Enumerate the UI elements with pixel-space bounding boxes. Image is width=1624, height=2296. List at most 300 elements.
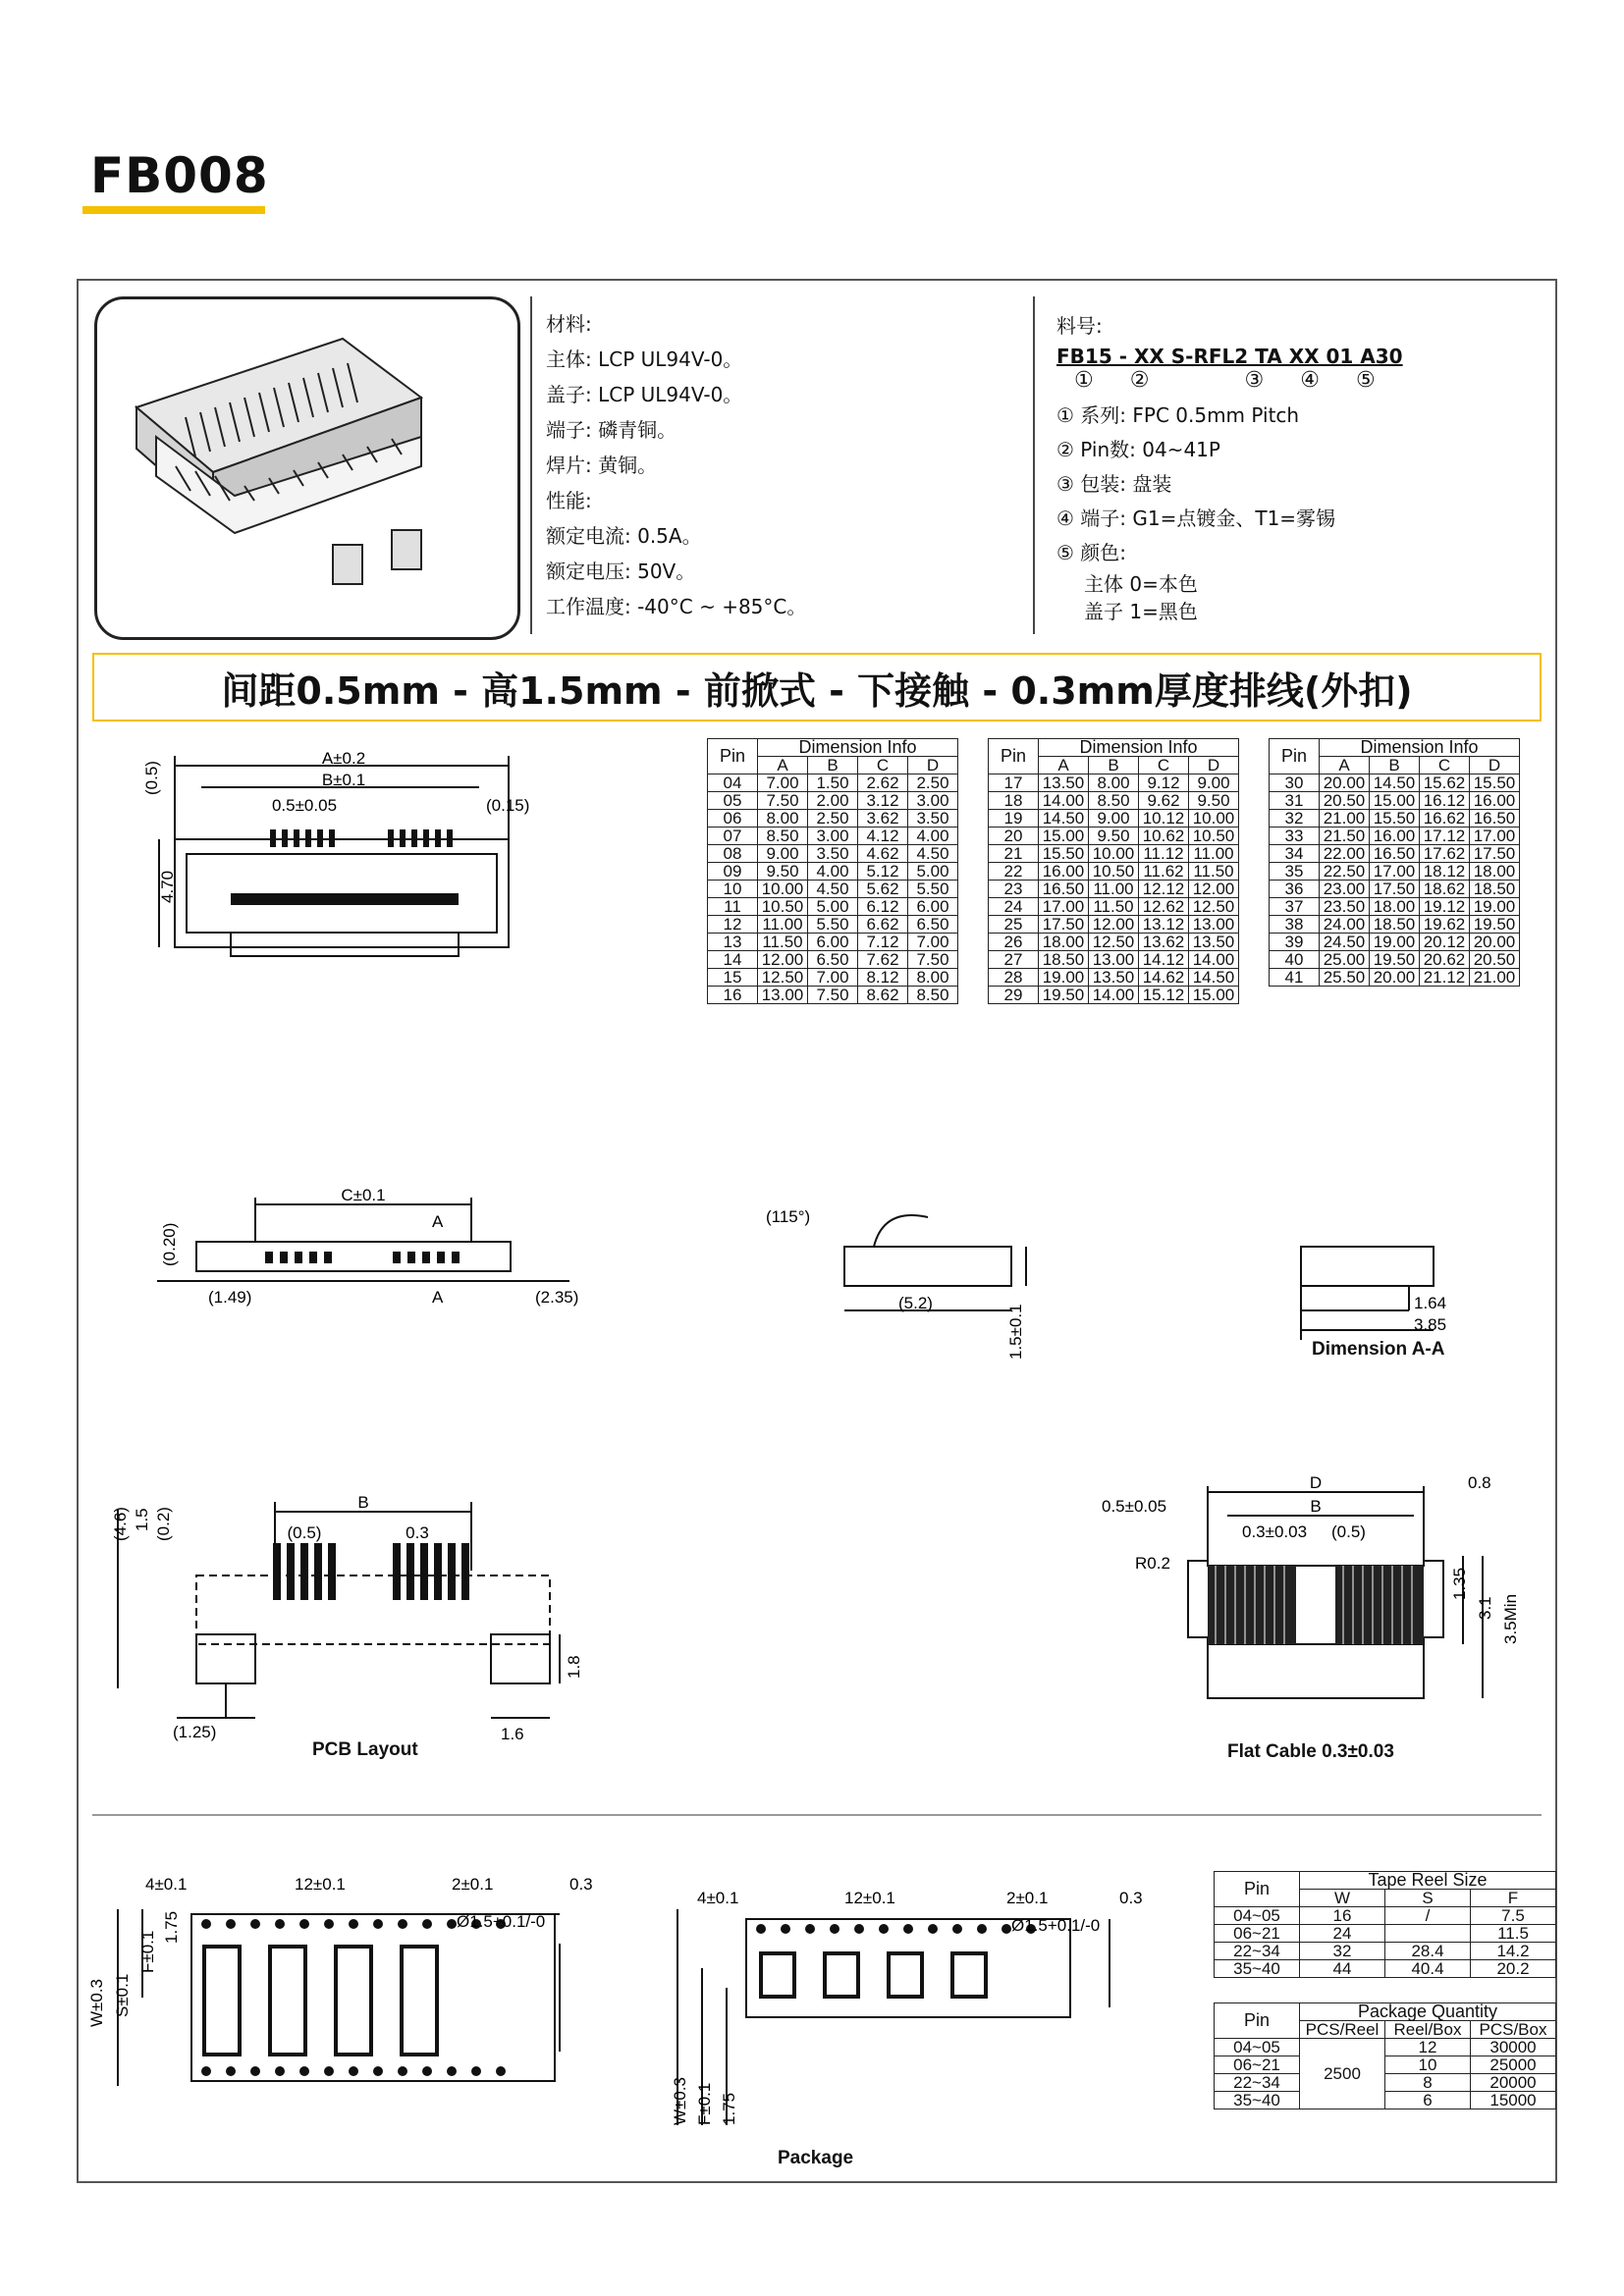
pcb-caption: PCB Layout (312, 1739, 418, 1760)
table-cell: 13 (708, 934, 758, 951)
table-row (708, 987, 958, 1004)
table-cell: 34 (1270, 845, 1320, 863)
column-header: D (1470, 757, 1520, 774)
column-header: C (858, 757, 908, 774)
table-cell: 8.12 (858, 969, 908, 987)
table-cell: 1.50 (808, 774, 858, 792)
table-cell: 14.62 (1139, 969, 1189, 987)
table-cell: 22 (989, 863, 1039, 881)
table-row (989, 987, 1239, 1004)
dim-label: 1.5 (133, 1508, 151, 1531)
table-row (1270, 916, 1520, 934)
table-cell: 15.50 (1470, 774, 1520, 792)
table-cell: 19 (989, 810, 1039, 828)
table-cell: 3.00 (808, 828, 858, 845)
table-cell: 24 (989, 898, 1039, 916)
table-cell: 11.00 (758, 916, 808, 934)
table-cell: 18.50 (1370, 916, 1420, 934)
column-header: W (1300, 1890, 1385, 1907)
table-cell: 25.50 (1320, 969, 1370, 987)
legend-line: 主体 0=本色 (1084, 572, 1198, 596)
table-row (1270, 828, 1520, 845)
column-header: Package Quantity (1300, 2003, 1556, 2021)
table-cell: 16.00 (1370, 828, 1420, 845)
flat-cable-drawing (1100, 1472, 1522, 1728)
spec-line: 焊片: 黄铜。 (546, 454, 658, 477)
table-cell: 13.00 (758, 987, 808, 1004)
dim-b-label: B (1310, 1497, 1322, 1516)
table-cell: 4.62 (858, 845, 908, 863)
table-cell: 9.12 (1139, 774, 1189, 792)
table-cell: 28 (989, 969, 1039, 987)
table-row (1270, 951, 1520, 969)
pcb-layout-drawing (98, 1482, 609, 1747)
table-cell: 18.50 (1470, 881, 1520, 898)
table-cell: 6.12 (858, 898, 908, 916)
table-cell: 16.00 (1470, 792, 1520, 810)
package-quantity-table (1214, 2002, 1556, 2109)
table-cell: 6.00 (908, 898, 958, 916)
table-row (708, 934, 958, 951)
column-header: PCS/Reel (1300, 2021, 1385, 2039)
connector-illustration (97, 299, 517, 637)
spec-line: 端子: 磷青铜。 (546, 418, 677, 442)
table-cell: 11.12 (1139, 845, 1189, 863)
table-cell: 20.00 (1320, 774, 1370, 792)
table-cell: 8.62 (858, 987, 908, 1004)
dim-label: W±0.3 (671, 2076, 689, 2125)
table-cell: 12.00 (758, 951, 808, 969)
table-cell: 17.50 (1370, 881, 1420, 898)
table-cell: 9.62 (1139, 792, 1189, 810)
dim-label: 3.85 (1414, 1315, 1447, 1334)
column-header: D (1189, 757, 1239, 774)
divider (1033, 296, 1035, 634)
table-cell: 23.00 (1320, 881, 1370, 898)
table-cell: 17 (989, 774, 1039, 792)
table-cell: 10.50 (758, 898, 808, 916)
table-cell: 13.00 (1089, 951, 1139, 969)
dim-label: F±0.1 (695, 2082, 714, 2125)
table-row (708, 898, 958, 916)
table-cell: 18.62 (1420, 881, 1470, 898)
table-cell: 15.00 (1189, 987, 1239, 1004)
column-header: A (758, 757, 808, 774)
table-cell: 7.50 (908, 951, 958, 969)
table-cell: 39 (1270, 934, 1320, 951)
column-header: S (1385, 1890, 1471, 1907)
table-cell: 20.50 (1320, 792, 1370, 810)
angle-label: (115°) (766, 1207, 811, 1226)
table-cell: 40.4 (1385, 1960, 1471, 1978)
width-label: (5.2) (898, 1294, 933, 1312)
table-cell: 15.50 (1039, 845, 1089, 863)
table-cell: 3.62 (858, 810, 908, 828)
table-cell: 13.50 (1039, 774, 1089, 792)
table-cell: 44 (1300, 1960, 1385, 1978)
dim-label: F±0.1 (138, 1930, 157, 1973)
table-cell: 26 (989, 934, 1039, 951)
table-cell: 2.50 (908, 774, 958, 792)
table-cell: 8.00 (908, 969, 958, 987)
dim-label: 1.75 (162, 1910, 181, 1944)
table-cell: 19.50 (1470, 916, 1520, 934)
height-label: 1.5±0.1 (1006, 1304, 1025, 1360)
table-cell: 20.00 (1470, 934, 1520, 951)
table-cell: 20.50 (1470, 951, 1520, 969)
pitch-label: 12±0.1 (844, 1889, 895, 1907)
table-cell: 9.50 (758, 863, 808, 881)
dim-label: S±0.1 (113, 1973, 132, 2017)
table-cell: 29 (989, 987, 1039, 1004)
table-cell: / (1385, 1907, 1471, 1925)
dimension-table-3 (1269, 738, 1520, 987)
table-cell: 5.50 (908, 881, 958, 898)
table-cell: 08 (708, 845, 758, 863)
table-cell: 11.00 (1189, 845, 1239, 863)
table-cell: 24.00 (1320, 916, 1370, 934)
table-cell: 36 (1270, 881, 1320, 898)
table-cell: 8 (1385, 2074, 1471, 2092)
table-row (989, 916, 1239, 934)
table-row (989, 898, 1239, 916)
dim-label: 3.5Min (1501, 1593, 1520, 1644)
table-cell: 35~40 (1215, 2092, 1300, 2109)
tape-drawing-2 (668, 1890, 1178, 2135)
table-cell: 25 (989, 916, 1039, 934)
table-cell: 18.12 (1420, 863, 1470, 881)
table-cell: 8.50 (908, 987, 958, 1004)
table-row (1215, 1960, 1556, 1978)
tape-drawing-1 (88, 1870, 619, 2115)
table-row (1215, 1907, 1556, 1925)
table-cell: 22.00 (1320, 845, 1370, 863)
table-cell: 15.62 (1420, 774, 1470, 792)
pitch-label: 12±0.1 (295, 1875, 346, 1894)
dimension-table-2 (988, 738, 1239, 1004)
section-separator (92, 1814, 1542, 1816)
table-cell: 23.50 (1320, 898, 1370, 916)
table-cell: 10.12 (1139, 810, 1189, 828)
table-cell: 17.50 (1470, 845, 1520, 863)
table-cell: 04~05 (1215, 2039, 1300, 2056)
column-header: Pin (1215, 2003, 1300, 2039)
thickness-label: 0.3 (1119, 1889, 1143, 1907)
table-cell: 12.00 (1189, 881, 1239, 898)
pad-width-label: 1.6 (501, 1725, 524, 1743)
table-cell: 21 (989, 845, 1039, 863)
table-cell: 24 (1300, 1925, 1385, 1943)
table-cell: 23 (989, 881, 1039, 898)
table-cell: 13.00 (1189, 916, 1239, 934)
table-row (708, 916, 958, 934)
table-cell: 18.50 (1039, 951, 1089, 969)
column-header: A (1320, 757, 1370, 774)
material-specs (546, 306, 806, 624)
table-row (708, 863, 958, 881)
table-row (708, 828, 958, 845)
part-number-code: FB15 - XX S-RFL2 TA XX 01 A30 (1056, 345, 1403, 368)
table-cell: 4.00 (808, 863, 858, 881)
table-cell: 14.50 (1189, 969, 1239, 987)
table-cell: 11 (708, 898, 758, 916)
table-cell: 10 (708, 881, 758, 898)
spec-line: 主体: LCP UL94V-0。 (546, 347, 743, 371)
table-cell: 7.00 (908, 934, 958, 951)
table-cell: 40 (1270, 951, 1320, 969)
table-cell: 14.50 (1039, 810, 1089, 828)
table-cell: 6.50 (908, 916, 958, 934)
part-number-markers (1074, 368, 1403, 393)
table-cell: 14 (708, 951, 758, 969)
table-cell: 4.50 (908, 845, 958, 863)
table-cell: 7.00 (758, 774, 808, 792)
table-cell: 14.00 (1089, 987, 1139, 1004)
pitch-label: 0.5±0.05 (271, 796, 338, 815)
spec-heading: 材料: (546, 312, 592, 336)
marker: ⑤ (1355, 368, 1376, 393)
table-cell: 04 (708, 774, 758, 792)
legend-line: ③ 包装: 盘装 (1056, 472, 1172, 496)
table-row (1270, 881, 1520, 898)
tape-reel-table (1214, 1871, 1556, 1978)
pitch-label: 4±0.1 (145, 1875, 188, 1894)
table-cell: 35 (1270, 863, 1320, 881)
table-cell: 5.00 (908, 863, 958, 881)
table-cell: 4.00 (908, 828, 958, 845)
table-row (989, 810, 1239, 828)
table-cell: 8.00 (758, 810, 808, 828)
top-view-drawing (142, 746, 560, 991)
table-cell: 33 (1270, 828, 1320, 845)
dim-label: (4.6) (111, 1507, 130, 1541)
offset-right-label: (0.15) (486, 796, 530, 815)
table-cell: 7.62 (858, 951, 908, 969)
height-label: (0.20) (160, 1222, 179, 1266)
part-number-block (1056, 310, 1403, 625)
table-cell: 11.50 (1089, 898, 1139, 916)
table-row (1270, 969, 1520, 987)
column-header: Dimension Info (1039, 739, 1239, 757)
table-row (1215, 2039, 1556, 2056)
table-cell: 06~21 (1215, 1925, 1300, 1943)
table-cell: 19.62 (1420, 916, 1470, 934)
table-cell: 21.00 (1470, 969, 1520, 987)
table-cell: 2.00 (808, 792, 858, 810)
table-cell: 20000 (1471, 2074, 1556, 2092)
table-row (708, 951, 958, 969)
legend-line: ① 系列: FPC 0.5mm Pitch (1056, 403, 1300, 427)
column-header: B (808, 757, 858, 774)
hole-label: Ø1.5+0.1/-0 (457, 1912, 546, 1931)
table-cell: 16.12 (1420, 792, 1470, 810)
table-cell: 12.12 (1139, 881, 1189, 898)
table-cell: 9.50 (1089, 828, 1139, 845)
column-header: F (1471, 1890, 1556, 1907)
table-cell: 10.50 (1089, 863, 1139, 881)
table-cell: 10.00 (1189, 810, 1239, 828)
table-cell: 2500 (1300, 2039, 1385, 2109)
table-cell: 7.50 (758, 792, 808, 810)
table-cell: 3.50 (908, 810, 958, 828)
table-cell: 6.00 (808, 934, 858, 951)
column-header: Pin (989, 739, 1039, 774)
table-cell: 12.00 (1089, 916, 1139, 934)
table-cell: 14.00 (1189, 951, 1239, 969)
table-cell: 8.00 (1089, 774, 1139, 792)
table-cell: 4.50 (808, 881, 858, 898)
table-row (708, 774, 958, 792)
legend-line: ④ 端子: G1=点镀金、T1=雾锡 (1056, 507, 1336, 530)
table-cell: 32 (1270, 810, 1320, 828)
dim-d-label: D (1309, 1473, 1323, 1492)
offset-right-label: (2.35) (535, 1288, 579, 1307)
table-row (708, 881, 958, 898)
table-cell: 3.12 (858, 792, 908, 810)
table-cell: 16 (1300, 1907, 1385, 1925)
marker: ③ (1244, 368, 1265, 393)
package-caption: Package (778, 2148, 854, 2168)
table-cell: 14.00 (1039, 792, 1089, 810)
table-cell: 16.50 (1370, 845, 1420, 863)
table-cell: 10.00 (758, 881, 808, 898)
table-cell: 11.5 (1471, 1925, 1556, 1943)
table-cell: 14.12 (1139, 951, 1189, 969)
table-cell: 17.00 (1039, 898, 1089, 916)
table-cell: 15.12 (1139, 987, 1189, 1004)
dim-label: 3.1 (1476, 1596, 1494, 1620)
table-cell: 22~34 (1215, 2074, 1300, 2092)
table-row (989, 774, 1239, 792)
thickness-label: 0.3 (569, 1875, 593, 1894)
table-cell: 17.00 (1470, 828, 1520, 845)
table-cell: 7.00 (808, 969, 858, 987)
table-row (989, 863, 1239, 881)
table-cell: 5.62 (858, 881, 908, 898)
table-cell: 19.00 (1370, 934, 1420, 951)
table-cell: 24.50 (1320, 934, 1370, 951)
table-cell: 4.12 (858, 828, 908, 845)
table-cell: 19.00 (1470, 898, 1520, 916)
section-caption: Dimension A-A (1312, 1339, 1445, 1360)
column-header: Pin (708, 739, 758, 774)
table-cell: 3.00 (908, 792, 958, 810)
table-cell: 16.50 (1470, 810, 1520, 828)
column-header: C (1420, 757, 1470, 774)
spec-line: 性能: (546, 489, 592, 512)
table-row (708, 845, 958, 863)
legend-line: ② Pin数: 04~41P (1056, 438, 1220, 461)
pitch-label: 0.3±0.03 (1242, 1522, 1308, 1541)
table-row (1215, 2056, 1556, 2074)
table-cell: 10.62 (1139, 828, 1189, 845)
table-cell: 5.12 (858, 863, 908, 881)
table-cell: 15 (708, 969, 758, 987)
spec-line: 工作温度: -40°C ~ +85°C。 (546, 595, 807, 618)
column-header: Pin (1270, 739, 1320, 774)
dim-a-label: A±0.2 (321, 749, 366, 768)
table-row (1215, 1925, 1556, 1943)
table-cell: 35~40 (1215, 1960, 1300, 1978)
table-cell: 25.00 (1320, 951, 1370, 969)
offset-left-label: (1.49) (208, 1288, 252, 1307)
table-cell: 13.50 (1189, 934, 1239, 951)
column-header: Tape Reel Size (1300, 1872, 1556, 1890)
dim-label: (0.2) (154, 1507, 173, 1541)
legend-line: ⑤ 颜色: (1056, 541, 1127, 564)
table-cell: 13.62 (1139, 934, 1189, 951)
table-cell: 21.00 (1320, 810, 1370, 828)
table-cell: 10 (1385, 2056, 1471, 2074)
table-cell: 18.00 (1039, 934, 1089, 951)
table-cell: 21.12 (1420, 969, 1470, 987)
table-cell: 17.00 (1370, 863, 1420, 881)
tolerance-label: 0.5±0.05 (1102, 1497, 1167, 1516)
radius-label: R0.2 (1135, 1554, 1170, 1573)
pad-height-label: 1.8 (565, 1655, 583, 1679)
front-view-drawing (147, 1183, 579, 1310)
marker: ① (1074, 368, 1094, 393)
table-row (1215, 1943, 1556, 1960)
table-cell: 20.62 (1420, 951, 1470, 969)
table-cell: 18.00 (1470, 863, 1520, 881)
divider (530, 296, 532, 634)
table-cell: 37 (1270, 898, 1320, 916)
table-cell: 9.00 (758, 845, 808, 863)
page-title: FB008 (90, 147, 269, 204)
table-cell: 20.00 (1370, 969, 1420, 987)
table-cell: 19.50 (1039, 987, 1089, 1004)
table-cell: 7.12 (858, 934, 908, 951)
table-row (708, 810, 958, 828)
column-header: A (1039, 757, 1089, 774)
dim-label: 1.64 (1414, 1294, 1447, 1312)
section-a-label: A (432, 1212, 444, 1231)
pad-offset-label: (1.25) (173, 1723, 217, 1741)
height-label: 4.70 (158, 870, 177, 903)
table-row (1270, 845, 1520, 863)
table-cell: 16 (708, 987, 758, 1004)
feature-banner: 间距0.5mm - 高1.5mm - 前掀式 - 下接触 - 0.3mm厚度排线(外扣) (92, 653, 1542, 721)
column-header: Dimension Info (758, 739, 958, 757)
table-cell: 15.00 (1370, 792, 1420, 810)
table-cell: 13.50 (1089, 969, 1139, 987)
table-cell: 41 (1270, 969, 1320, 987)
dim-label: 1.75 (720, 2092, 738, 2125)
table-cell: 9.00 (1189, 774, 1239, 792)
column-header: B (1370, 757, 1420, 774)
table-cell (1385, 1925, 1471, 1943)
width-label: 0.3 (406, 1523, 429, 1542)
table-row (1270, 934, 1520, 951)
table-cell: 31 (1270, 792, 1320, 810)
legend-line: 盖子 1=黑色 (1084, 600, 1198, 623)
table-row (1270, 863, 1520, 881)
table-cell: 15000 (1471, 2092, 1556, 2109)
spec-line: 额定电压: 50V。 (546, 560, 696, 583)
table-cell: 15.50 (1370, 810, 1420, 828)
table-cell: 04~05 (1215, 1907, 1300, 1925)
table-cell: 2.62 (858, 774, 908, 792)
table-cell: 20.2 (1471, 1960, 1556, 1978)
table-cell: 12 (1385, 2039, 1471, 2056)
table-cell: 12.50 (1089, 934, 1139, 951)
table-row (708, 969, 958, 987)
hole-label: Ø1.5+0.1/-0 (1011, 1916, 1101, 1935)
column-header: B (1089, 757, 1139, 774)
spec-line: 额定电流: 0.5A。 (546, 524, 702, 548)
table-cell: 21.50 (1320, 828, 1370, 845)
